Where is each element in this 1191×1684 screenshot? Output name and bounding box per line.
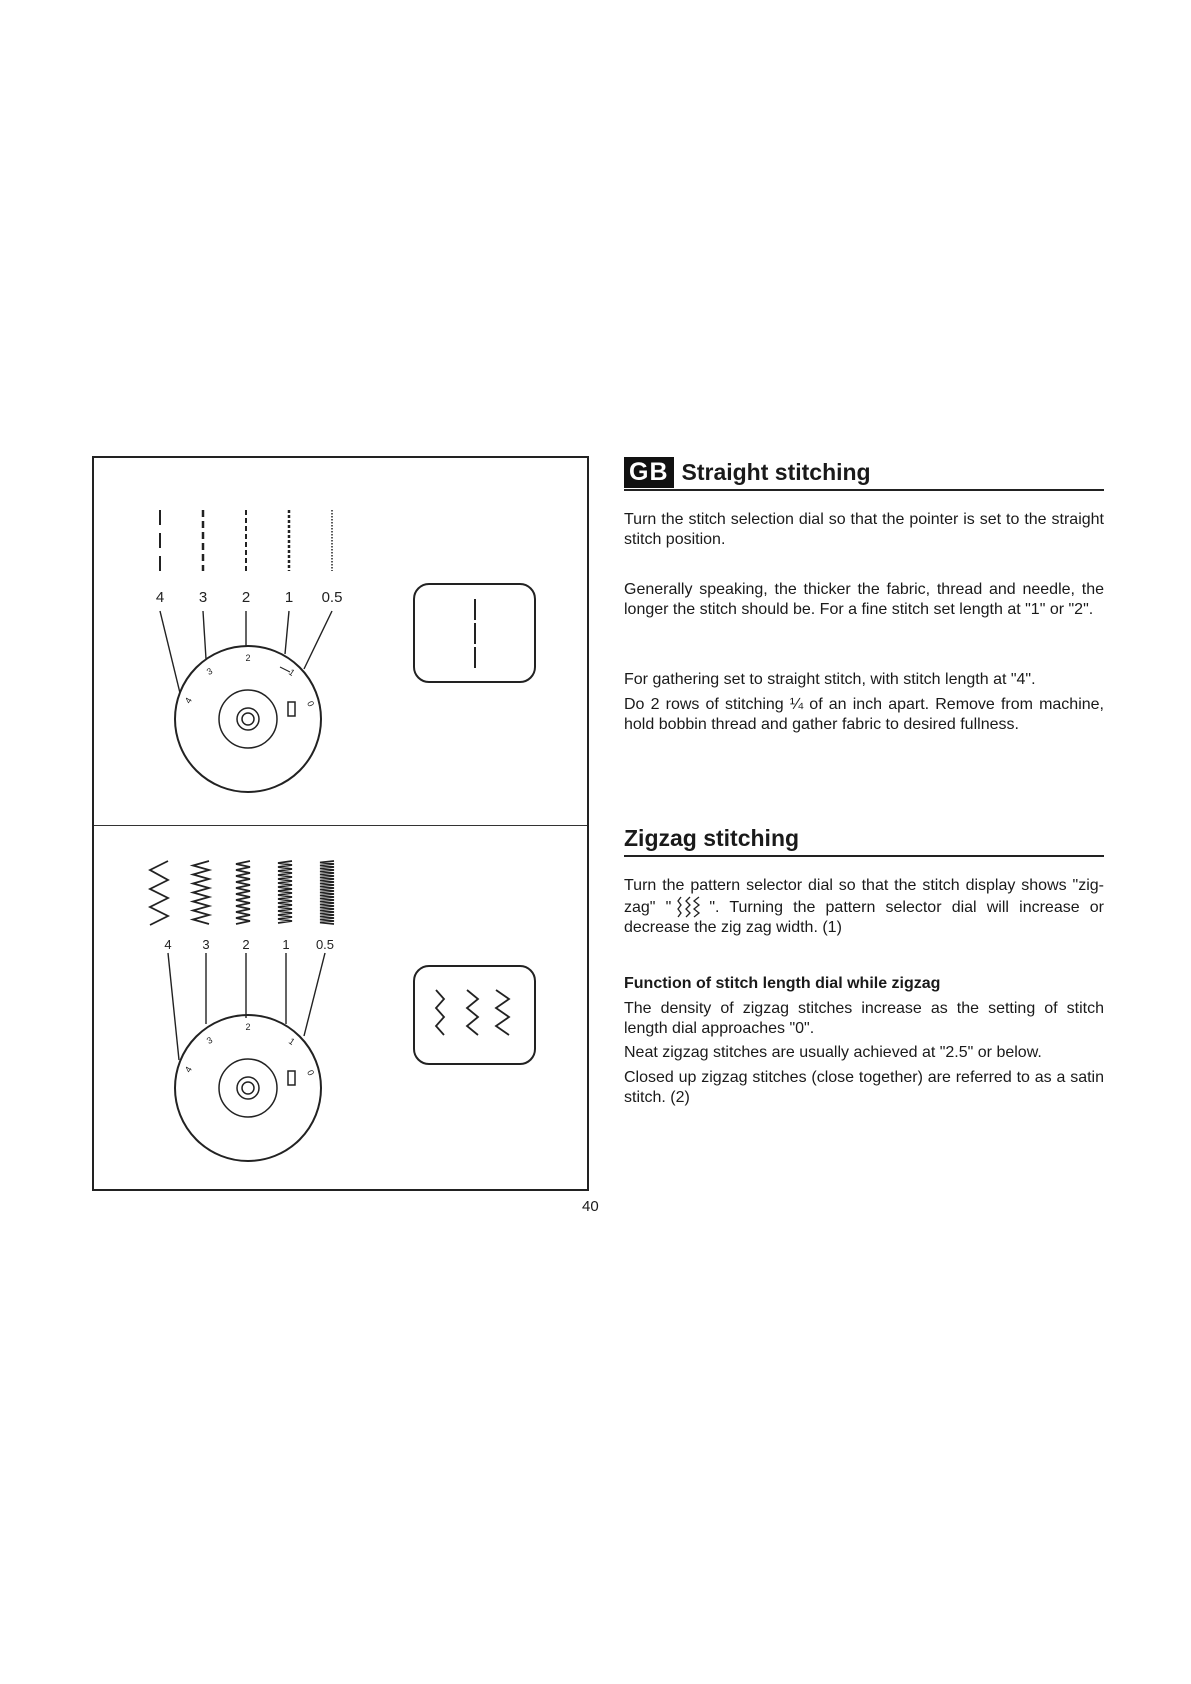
zigzag-para-1: Turn the pattern selector dial so that the stitch display shows "zig-zag" " ". Turning the pattern selector dial will increase or decrease the zig zag width. (1) (624, 877, 1104, 936)
zigzag-subtitle: Function of stitch length dial while zigzag (624, 975, 941, 992)
bottom-length-labels (164, 937, 334, 952)
svg-text:4: 4 (182, 695, 194, 706)
zigzag-para-4: Closed up zigzag stitches (close together) are referred to as a satin stitch. (2) (624, 1069, 1104, 1106)
length-label: 2 (241, 589, 251, 606)
svg-text:4: 4 (182, 1064, 194, 1075)
length-label: 4 (155, 589, 165, 606)
section-title: Straight stitching (681, 459, 871, 485)
bottom-dial (175, 1015, 321, 1161)
length-label: 1 (284, 589, 294, 606)
section-title: Zigzag stitching (624, 825, 800, 851)
language-badge: GB (624, 457, 674, 488)
svg-text:3: 3 (204, 665, 215, 677)
top-length-labels (156, 589, 343, 606)
zigzag-stitch-samples (150, 861, 334, 925)
bottom-display-stitches (436, 990, 509, 1035)
svg-text:0: 0 (305, 1068, 317, 1078)
svg-text:1: 1 (286, 1036, 297, 1048)
zigzag-stitching-heading (624, 822, 1104, 857)
length-label: 3 (202, 937, 210, 952)
straight-stitching-heading (624, 456, 1104, 491)
zigzag-para-2: The density of zigzag stitches increase as the setting of stitch length dial approaches "0". (624, 1000, 1104, 1037)
straight-para-4: Do 2 rows of stitching ¼ of an inch apart. Remove from machine, hold bobbin thread and gather fabric to desired fullness. (624, 696, 1104, 733)
zigzag-para-3: Neat zigzag stitches are usually achieved at "2.5" or below. (624, 1044, 1042, 1061)
zigzag-stitch-icon (671, 896, 709, 918)
length-label: 1 (282, 937, 290, 952)
illustration-panel (92, 456, 589, 1191)
svg-text:0: 0 (305, 699, 317, 709)
straight-para-1: Turn the stitch selection dial so that the pointer is set to the straight stitch position. (624, 511, 1104, 548)
straight-para-3: For gathering set to straight stitch, with stitch length at "4". (624, 671, 1036, 688)
length-label: 2 (242, 937, 250, 952)
svg-text:2: 2 (245, 653, 251, 663)
svg-text:2: 2 (245, 1022, 251, 1032)
top-dial (175, 646, 321, 792)
length-label: 3 (198, 589, 208, 606)
bottom-leader-lines (168, 953, 325, 1060)
svg-text:1: 1 (286, 667, 297, 679)
length-label: 0.5 (315, 937, 335, 952)
straight-stitch-samples (160, 510, 332, 571)
length-label: 0.5 (321, 589, 343, 606)
page-number: 40 (582, 1198, 599, 1215)
straight-para-2: Generally speaking, the thicker the fabric, thread and needle, the longer the stitch should be. For a fine stitch set length at "1" or "2". (624, 581, 1104, 618)
stitch-illustrations (94, 458, 591, 1193)
length-label: 4 (164, 937, 172, 952)
svg-text:3: 3 (204, 1034, 215, 1046)
